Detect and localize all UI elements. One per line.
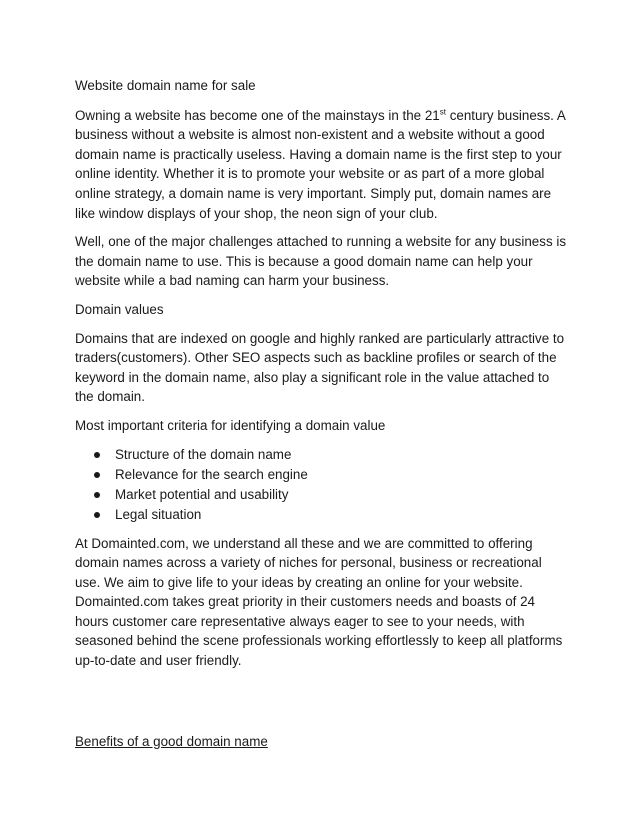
intro-paragraph: [75, 106, 569, 224]
benefits-heading: Benefits of a good domain name: [75, 733, 268, 749]
list-item: [75, 465, 569, 485]
criteria-heading: Most important criteria for identifying a domain value: [75, 417, 386, 433]
domainted-paragraph: At Domainted.com, we understand all these and we are committed to offering domain names across a variety of niches for personal, business or recreational use. We aim to give life to your ideas by creating an online for your website. Domainted.com takes great priority in their customers needs and boasts of 24 hours customer care representative always eager to see to your needs, with seasoned behind the scene professionals working effortlessly to keep all platforms up-to-date and user friendly.: [75, 535, 563, 669]
list-item-text: Market potential and usability: [115, 486, 289, 502]
intro-text-end: century business. A business without a website is almost non-existent and a website without a good domain name is practically useless. Having a domain name is the first step to your online identity. Whether it is to promote your website or as part of a more global online strategy, a domain name is very important. Simply put, domain names are like window displays of your shop, the neon sign of your club.: [75, 107, 566, 221]
bullet-icon: [94, 452, 100, 458]
criteria-list: [75, 445, 569, 525]
domain-values-heading: Domain values: [75, 301, 164, 317]
challenges-paragraph: Well, one of the major challenges attached to running a website for any business is the domain name to use. This is because a good domain name can help your website while a bad naming can harm your business.: [75, 234, 567, 289]
list-item-text: Legal situation: [115, 506, 202, 522]
list-item: [75, 445, 569, 465]
list-item-text: Relevance for the search engine: [115, 466, 308, 482]
list-item: [75, 505, 569, 525]
intro-text-start: Owning a website has become one of the mainstays in the 21: [75, 107, 440, 123]
document-body: [75, 76, 569, 751]
bullet-icon: [94, 472, 100, 478]
list-item-text: Structure of the domain name: [115, 446, 292, 462]
domain-values-paragraph: Domains that are indexed on google and highly ranked are particularly attractive to traders(customers). Other SEO aspects such as backline profiles or search of the keyword in the domain name, also play a significant role in the value attached to the domain.: [75, 330, 565, 405]
document-title: Website domain name for sale: [75, 78, 256, 93]
list-item: [75, 485, 569, 505]
bullet-icon: [94, 512, 100, 518]
blank-space: [75, 680, 569, 732]
intro-superscript: st: [439, 107, 446, 117]
bullet-icon: [94, 492, 100, 498]
